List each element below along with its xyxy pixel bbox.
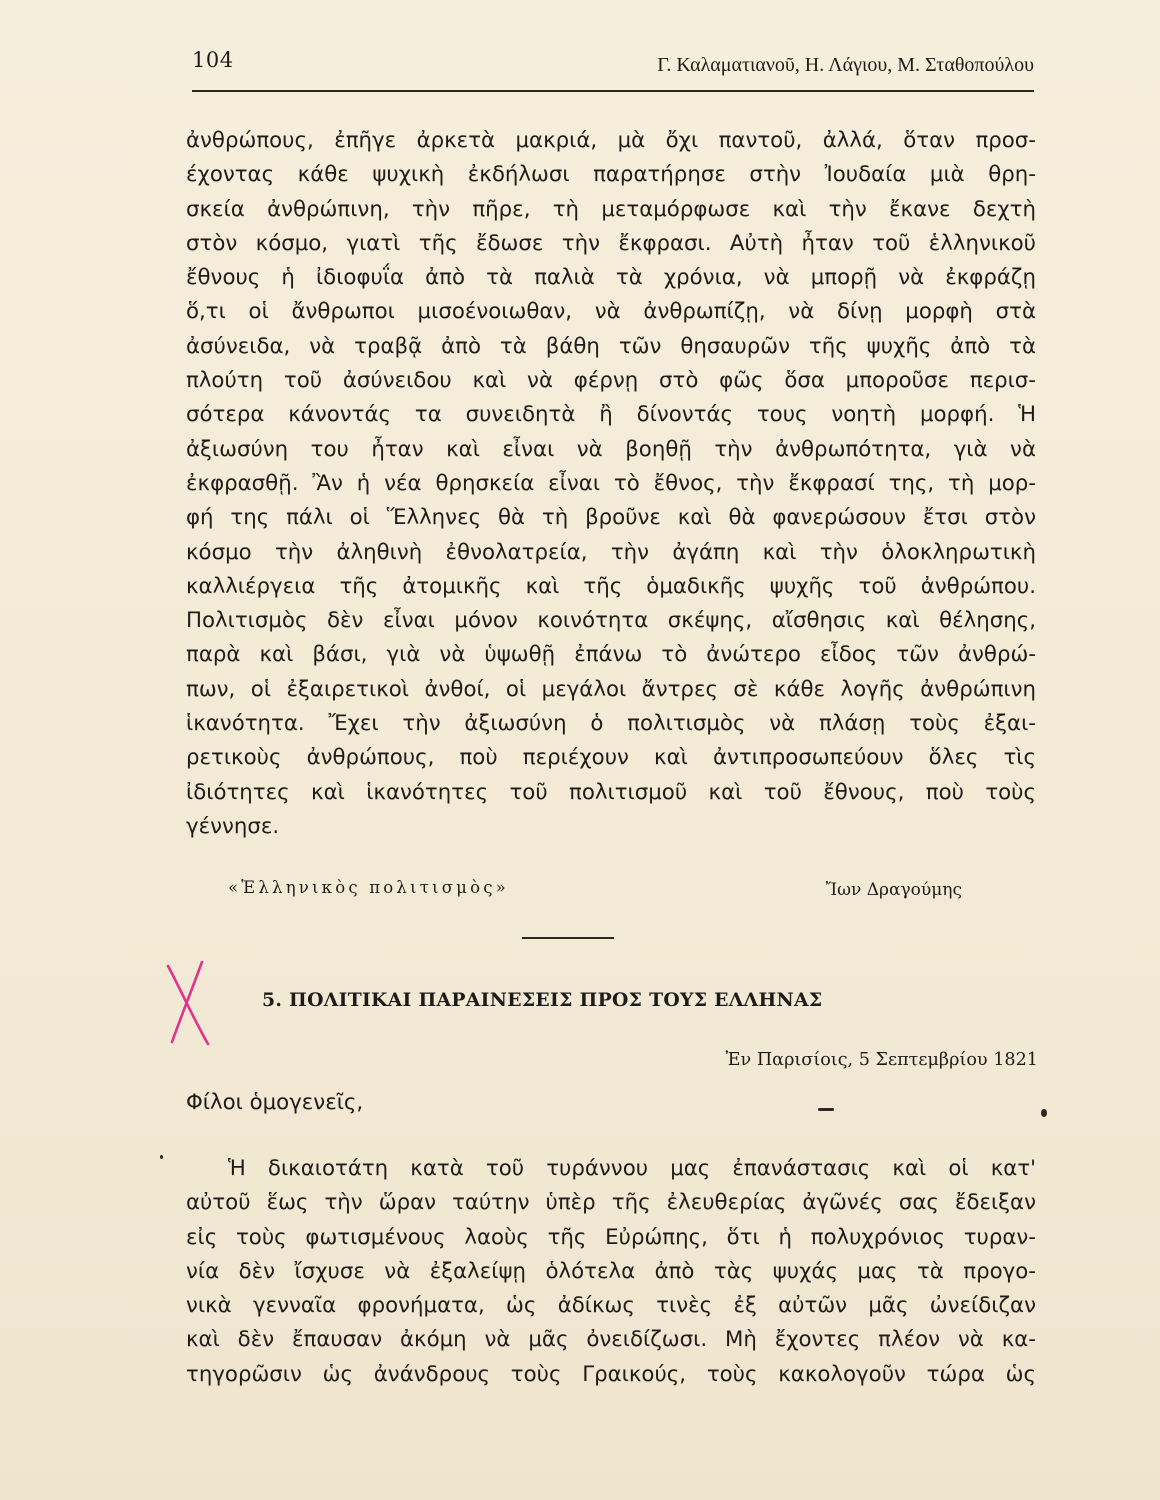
- text-line: Πολιτισμὸς δὲν εἶναι μόνον κοινότητα σκέψης, αἴσθησις καὶ θέλησης,: [186, 608, 1036, 634]
- text-line: σότερα κάνοντάς τα συνειδητὰ ἢ δίνοντάς τους νοητὴ μορφή. Ἡ: [186, 402, 1036, 428]
- text-line: πων, οἱ ἐξαιρετικοὶ ἀνθοί, οἱ μεγάλοι ἄντρες σὲ κάθε λογῆς ἀνθρώπινη: [186, 676, 1036, 702]
- text-line: ἀνθρώπους, ἐπῆγε ἀρκετὰ μακριά, μὰ ὄχι παντοῦ, ἀλλά, ὅταν προσ-: [186, 128, 1036, 153]
- text-line: Ἡ δικαιοτάτη κατὰ τοῦ τυράννου μας ἐπανάστασις καὶ οἱ κατ': [228, 1156, 1036, 1181]
- text-line: σκεία ἀνθρώπινη, τὴν πῆρε, τὴ μεταμόρφωσε καὶ τὴν ἔκανε δεχτὴ: [186, 196, 1036, 222]
- header-rule: [192, 90, 1034, 92]
- ink-speck: [1041, 1109, 1047, 1117]
- text-line: κόσμο τὴν ἀληθινὴ ἐθνολατρεία, τὴν ἀγάπη καὶ τὴν ὁλοκληρωτικὴ: [186, 539, 1036, 565]
- ink-speck: [818, 1108, 834, 1111]
- text-line: ἀσύνειδα, νὰ τραβᾷ ἀπὸ τὰ βάθη τῶν θησαυρῶν τῆς ψυχῆς ἀπὸ τὰ: [186, 333, 1036, 359]
- letter-salutation: Φίλοι ὁμογενεῖς,: [186, 1090, 364, 1115]
- attribution: [228, 878, 962, 908]
- text-line: έχοντας κάθε ψυχικὴ ἐκδήλωσι παρατήρησε στὴν Ἰουδαία μιὰ θρη-: [186, 162, 1036, 188]
- passage-dragoumis: [186, 124, 1036, 844]
- text-line: γέννησε.: [186, 813, 280, 839]
- text-line: φή της πάλι οἱ Ἕλληνες θὰ τὴ βροῦνε καὶ θὰ φανερώσουν ἔτσι στὸν: [186, 505, 1036, 531]
- passage-letter: [186, 1152, 1036, 1392]
- running-title: Γ. Καλαματιανοῦ, Η. Λάγιου, Μ. Σταθοπούλου: [657, 54, 1034, 76]
- text-line: καὶ δὲν ἔπαυσαν ἀκόμη νὰ μᾶς ὀνειδίζωσι. Μὴ ἔχοντες πλέον νὰ κα-: [186, 1327, 1036, 1353]
- text-line: τηγορῶσιν ὡς ἀνάνδρους τοὺς Γραικούς, τοὺς κακολογοῦν τώρα ὡς: [186, 1361, 1036, 1387]
- text-line: πλούτη τοῦ ἀσύνειδου καὶ νὰ φέρνῃ στὸ φῶς ὅσα μποροῦσε περισ-: [186, 368, 1036, 394]
- ink-speck: [160, 1155, 163, 1159]
- text-line: καλλιέργεια τῆς ἀτομικῆς καὶ τῆς ὁμαδικῆς ψυχῆς τοῦ ἀνθρώπου.: [186, 573, 1036, 599]
- attribution-author: Ἴων Δραγούμης: [825, 880, 962, 900]
- text-line: ἔθνους ἡ ἰδιοφυΐα ἀπὸ τὰ παλιὰ τὰ χρόνια, νὰ μπορῇ νὰ ἐκφράζῃ: [186, 265, 1036, 291]
- attribution-source: «Ἑλληνικὸς πολιτισμὸς»: [228, 878, 509, 897]
- text-line: νία δὲν ἴσχυσε νὰ ἐξαλείψῃ ὁλότελα ἀπὸ τὰς ψυχάς μας τὰ προγο-: [186, 1258, 1036, 1284]
- page-number: 104: [192, 48, 234, 72]
- text-line: ὅ,τι οἱ ἄνθρωποι μισοένοιωθαν, νὰ ἀνθρωπίζῃ, νὰ δίνῃ μορφὴ στὰ: [186, 299, 1036, 325]
- text-line: ἐκφρασθῇ. Ἂν ἡ νέα θρησκεία εἶναι τὸ ἔθνος, τὴν ἔκφρασί της, τὴ μορ-: [186, 470, 1036, 496]
- text-line: στὸν κόσμο, γιατὶ τῆς ἔδωσε τὴν ἔκφρασι. Αὐτὴ ἦταν τοῦ ἑλληνικοῦ: [186, 230, 1036, 256]
- section-divider: [522, 937, 614, 939]
- text-line: αὐτοῦ ἕως τὴν ὥραν ταύτην ὑπὲρ τῆς ἐλευθερίας ἀγῶνές σας ἔδειξαν: [186, 1190, 1036, 1216]
- running-head: [192, 44, 1034, 80]
- section-heading: 5. ΠΟΛΙΤΙΚΑΙ ΠΑΡΑΙΝΕΣΕΙΣ ΠΡΟΣ ΤΟΥΣ ΕΛΛΗΝΑΣ: [262, 989, 823, 1011]
- text-line: παρὰ καὶ βάσι, γιὰ νὰ ὑψωθῇ ἐπάνω τὸ ἀνώτερο εἶδος τῶν ἀνθρώ-: [186, 642, 1036, 668]
- pencil-x-mark-icon: [158, 958, 218, 1050]
- text-line: ἀξιωσύνη του ἦταν καὶ εἶναι νὰ βοηθῇ τὴν ἀνθρωπότητα, γιὰ νὰ: [186, 436, 1036, 462]
- text-line: ρετικοὺς ἀνθρώπους, ποὺ περιέχουν καὶ ἀντιπροσωπεύουν ὅλες τὶς: [186, 745, 1036, 771]
- text-line: εἰς τοὺς φωτισμένους λαοὺς τῆς Εὐρώπης, ὅτι ἡ πολυχρόνιος τυραν-: [186, 1224, 1036, 1250]
- letter-dateline: Ἐν Παρισίοις, 5 Σεπτεμβρίου 1821: [725, 1050, 1038, 1070]
- text-line: ἰδιότητες καὶ ἱκανότητες τοῦ πολιτισμοῦ καὶ τοῦ ἔθνους, ποὺ τοὺς: [186, 779, 1036, 805]
- text-line: ἱκανότητα. Ἔχει τὴν ἀξιωσύνη ὁ πολιτισμὸς νὰ πλάσῃ τοὺς ἐξαι-: [186, 711, 1036, 737]
- text-line: νικὰ γενναῖα φρονήματα, ὡς ἀδίκως τινὲς ἐξ αὐτῶν μᾶς ὠνείδιζαν: [186, 1293, 1036, 1319]
